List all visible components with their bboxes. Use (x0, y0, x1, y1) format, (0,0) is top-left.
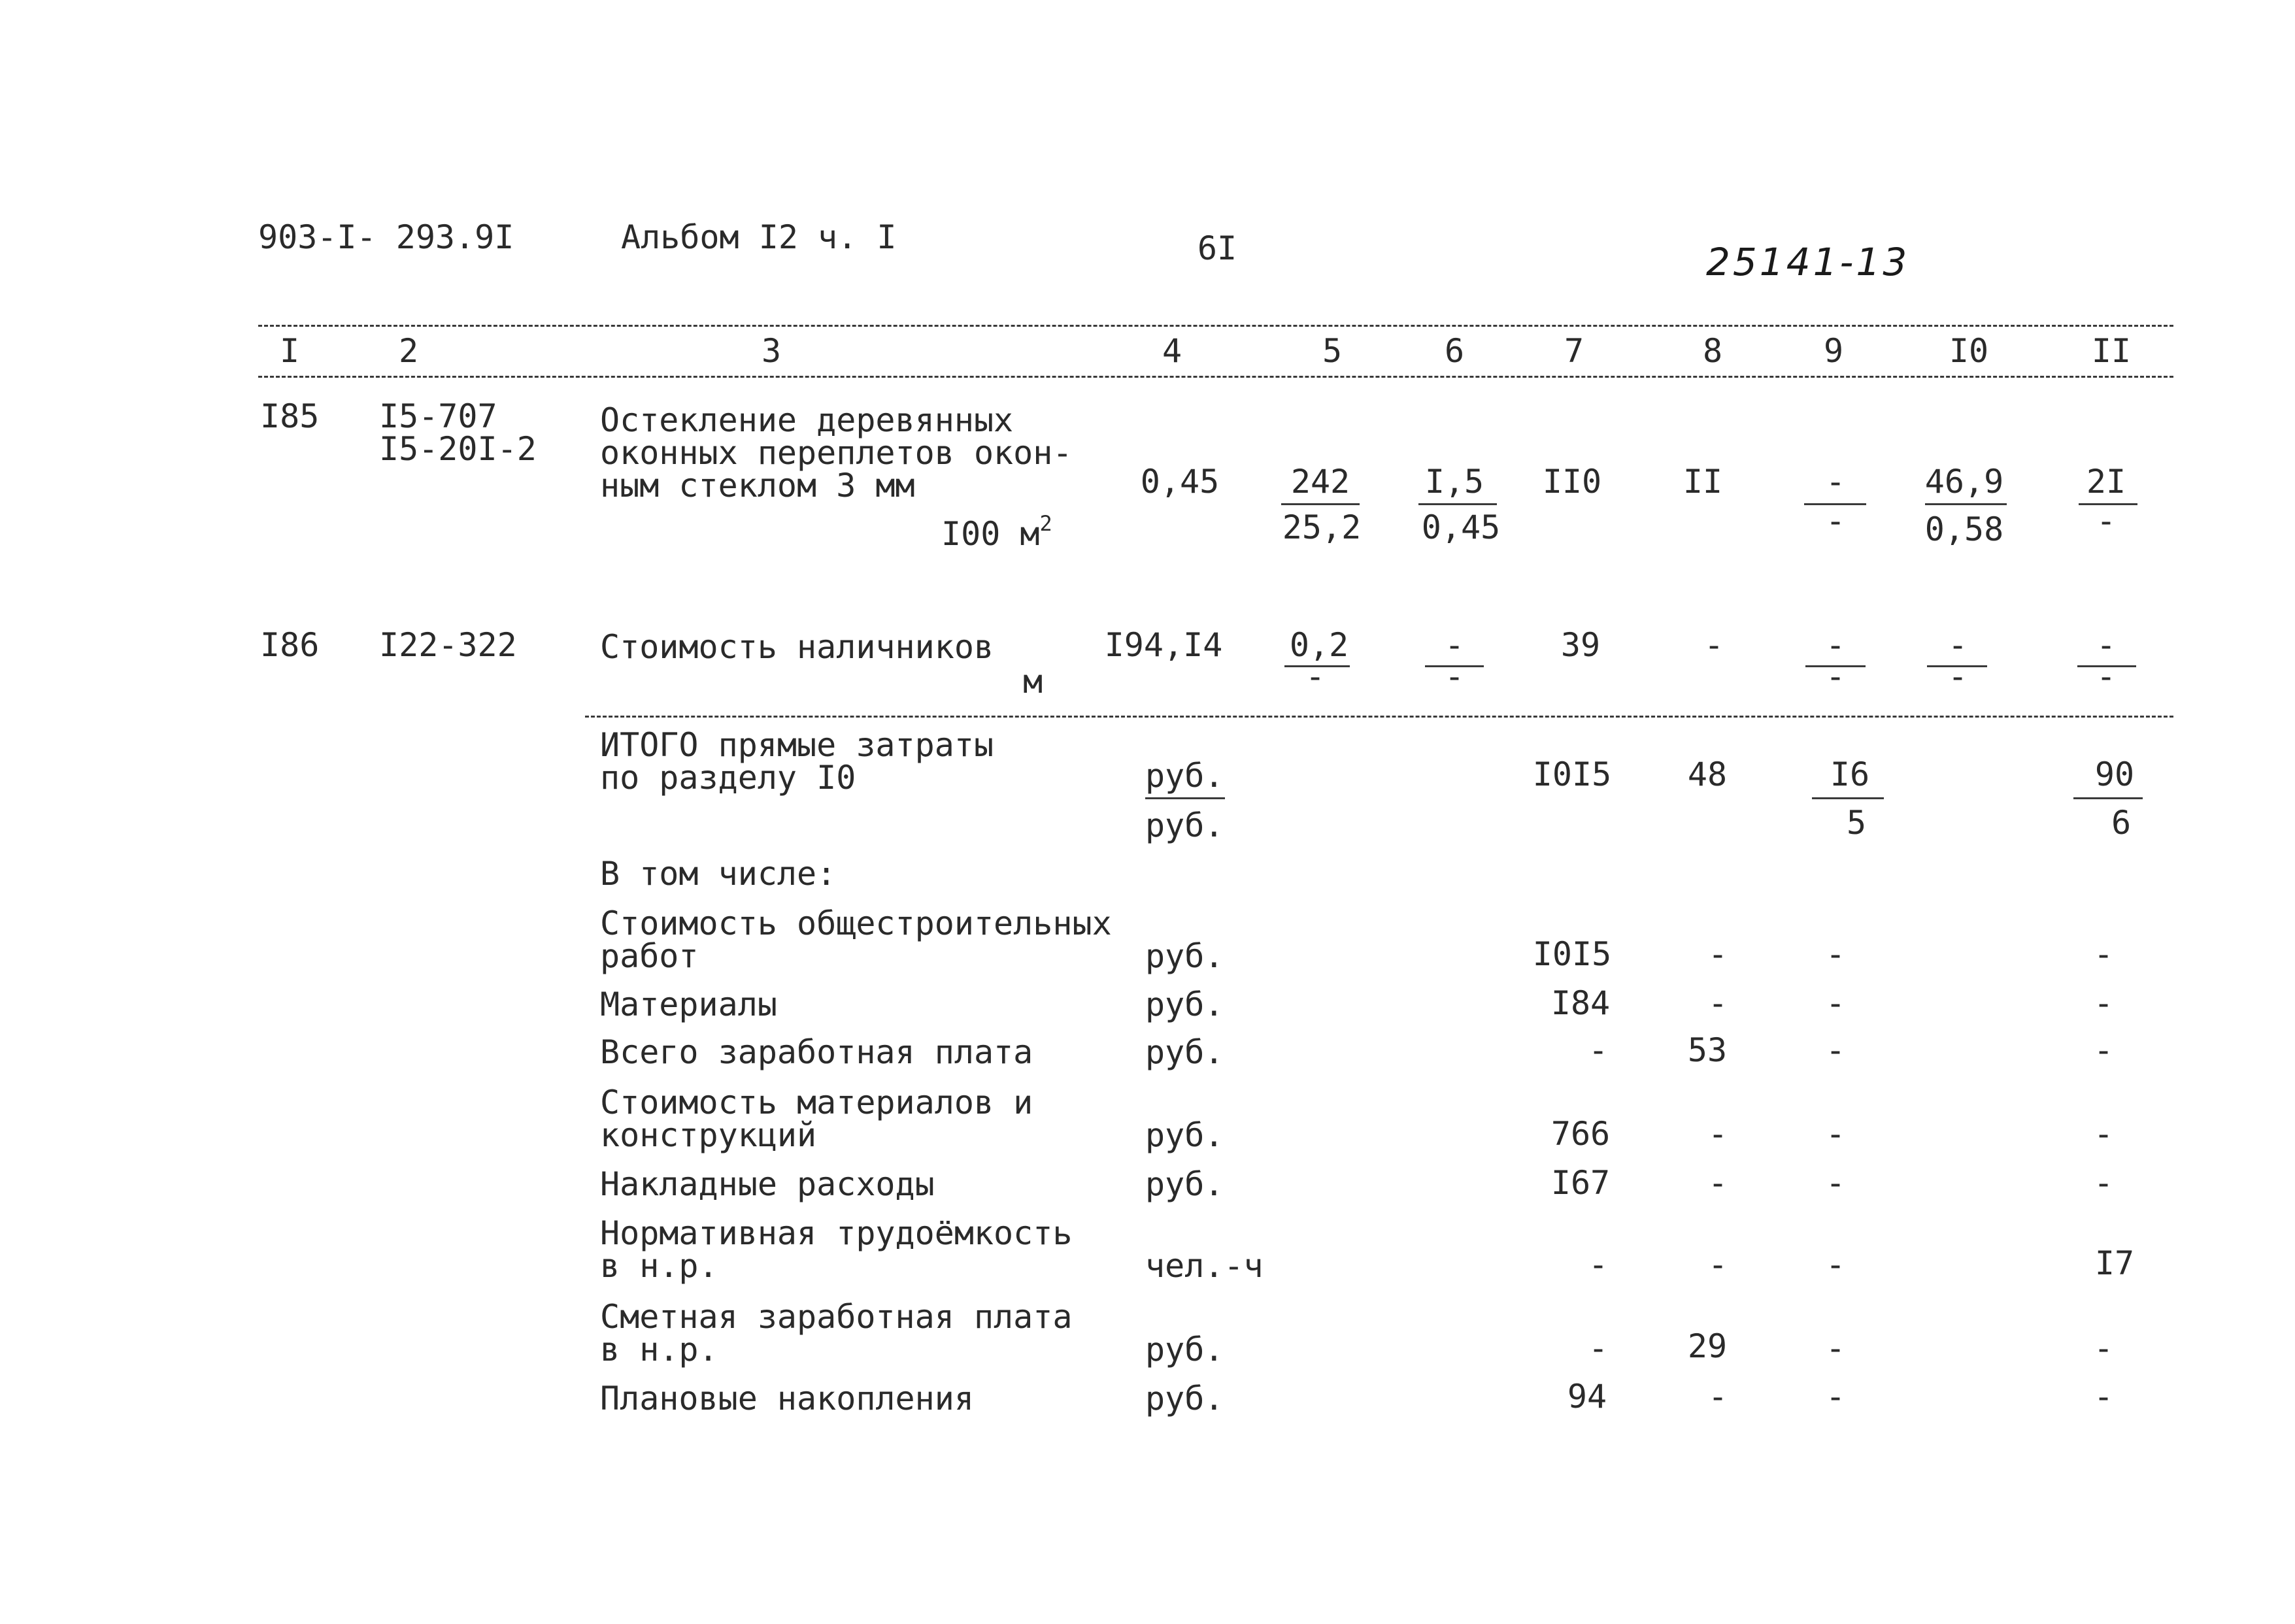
album-label: Альбом I2 ч. I (621, 218, 897, 256)
cell-col8: - (1703, 626, 1724, 664)
breakdown-col8: - (1707, 1246, 1728, 1284)
breakdown-col11: - (2093, 1115, 2114, 1153)
breakdown-label: Стоимость общестроительных (600, 904, 1112, 942)
breakdown-label: Стоимость материалов и (600, 1084, 1033, 1121)
breakdown-label: Материалы (600, 986, 777, 1023)
cell-col9-top: - (1825, 626, 1846, 664)
totals-col9-top: I6 (1830, 755, 1870, 793)
breakdown-col8: 53 (1687, 1031, 1728, 1069)
breakdown-col11: - (2093, 1378, 2114, 1416)
cell-col6-top: I,5 (1424, 463, 1484, 501)
quantity: I94,I4 (1104, 626, 1223, 664)
breakdown-col8: - (1707, 1115, 1728, 1153)
cell-col7: II0 (1542, 463, 1602, 501)
row-number: I85 (260, 397, 320, 435)
breakdown-col9: - (1825, 984, 1846, 1022)
col-header-6: 6 (1444, 332, 1465, 370)
fraction-line (1145, 797, 1225, 799)
breakdown-col11: - (2093, 1031, 2114, 1069)
cell-col11-top: - (2096, 626, 2117, 664)
breakdown-col8: - (1707, 1164, 1728, 1202)
breakdown-unit: руб. (1145, 1380, 1224, 1417)
work-description: оконных переплетов окон- (600, 434, 1073, 472)
col-header-2: 2 (398, 332, 419, 370)
cell-col5-bottom: - (1305, 657, 1326, 695)
inventory-stamp: 25141-13 (1706, 240, 1910, 284)
breakdown-label: в н.р. (600, 1331, 718, 1368)
col-header-10: I0 (1949, 332, 1989, 370)
cell-col6-bottom: - (1444, 657, 1465, 695)
cell-col5-bottom: 25,2 (1282, 508, 1362, 546)
breakdown-col9: - (1825, 1115, 1846, 1153)
fraction-line (2073, 797, 2143, 799)
col-header-5: 5 (1322, 332, 1343, 370)
fraction-line (1281, 503, 1360, 505)
breakdown-unit: руб. (1145, 1033, 1224, 1071)
breakdown-col8: - (1707, 1378, 1728, 1416)
cell-col6-bottom: 0,45 (1421, 508, 1501, 546)
col-header-1: I (279, 332, 300, 370)
cell-col9-bottom: - (1825, 657, 1846, 695)
fraction-line (1812, 797, 1884, 799)
quantity: 0,45 (1140, 463, 1220, 501)
breakdown-label: в н.р. (600, 1247, 718, 1285)
breakdown-col9: - (1825, 1329, 1846, 1367)
totals-col9-bottom: 5 (1846, 804, 1867, 842)
cell-col5-top: 0,2 (1289, 626, 1349, 664)
breakdown-col11: - (2093, 935, 2114, 973)
cell-col10-top: 46,9 (1924, 463, 2004, 501)
breakdown-col9: - (1825, 1031, 1846, 1069)
breakdown-unit: руб. (1145, 937, 1224, 975)
work-description: Остекление деревянных (600, 401, 1014, 439)
col-header-9: 9 (1823, 332, 1844, 370)
cell-col10-bottom: - (1947, 657, 1968, 695)
col-header-3: 3 (761, 332, 782, 370)
breakdown-col9: - (1825, 1378, 1846, 1416)
work-description: ным стеклом 3 мм (600, 467, 915, 505)
unit-of-measure: I00 $м^2$ (941, 511, 1052, 553)
breakdown-col8: - (1707, 984, 1728, 1022)
totals-unit: руб. (1145, 757, 1224, 795)
totals-col8: 48 (1687, 755, 1728, 793)
fraction-line (1418, 503, 1497, 505)
breakdown-col11: - (2093, 1329, 2114, 1367)
header-top-rule (258, 325, 2173, 327)
breakdown-col7: - (1588, 1246, 1609, 1284)
totals-col7: I0I5 (1532, 755, 1612, 793)
breakdown-label: работ (600, 937, 699, 975)
col-header-7: 7 (1564, 332, 1584, 370)
cell-col6-top: - (1444, 626, 1465, 664)
breakdown-unit: руб. (1145, 1331, 1224, 1368)
breakdown-unit: руб. (1145, 1116, 1224, 1154)
row-number: I86 (260, 626, 320, 664)
breakdown-col11: - (2093, 984, 2114, 1022)
norm-code: I5-707 (379, 397, 497, 435)
breakdown-col9: - (1825, 1246, 1846, 1284)
unit-of-measure: м (1023, 663, 1043, 701)
cell-col11-top: 2I (2086, 463, 2126, 501)
cell-col11-bottom: - (2096, 502, 2117, 540)
col-header-11: II (2091, 332, 2132, 370)
totals-separator (585, 716, 2173, 718)
work-description: Стоимость наличников (600, 628, 994, 666)
page-number: 6I (1197, 229, 1237, 267)
breakdown-label: Всего заработная плата (600, 1033, 1033, 1071)
breakdown-label: Накладные расходы (600, 1165, 935, 1203)
cell-col10-bottom: 0,58 (1924, 510, 2004, 548)
cell-col11-bottom: - (2096, 657, 2117, 695)
fraction-line (1925, 503, 2007, 505)
cell-col8: II (1683, 463, 1723, 501)
cell-col5-top: 242 (1290, 463, 1350, 501)
totals-label: ИТОГО прямые затраты (600, 726, 994, 764)
breakdown-col11: - (2093, 1164, 2114, 1202)
breakdown-col7: I67 (1550, 1164, 1611, 1202)
breakdown-label: Нормативная трудоёмкость (600, 1214, 1073, 1252)
col-header-4: 4 (1162, 332, 1182, 370)
breakdown-unit: руб. (1145, 1165, 1224, 1203)
norm-code: I5-20I-2 (379, 430, 537, 468)
breakdown-col9: - (1825, 935, 1846, 973)
including-label: В том числе: (600, 855, 837, 893)
breakdown-unit: чел.-ч (1145, 1247, 1264, 1285)
breakdown-col8: 29 (1687, 1327, 1728, 1365)
totals-unit: руб. (1145, 806, 1224, 844)
breakdown-col7: - (1588, 1031, 1609, 1069)
cell-col7: 39 (1560, 626, 1601, 664)
header-bottom-rule (258, 376, 2173, 378)
breakdown-label: Сметная заработная плата (600, 1298, 1073, 1336)
totals-col11-top: 90 (2094, 755, 2135, 793)
breakdown-col7: I0I5 (1532, 935, 1612, 973)
breakdown-col8: - (1707, 935, 1728, 973)
cell-col9-bottom: - (1825, 502, 1846, 540)
breakdown-label: конструкций (600, 1116, 817, 1154)
totals-label: по разделу I0 (600, 759, 856, 797)
breakdown-col9: - (1825, 1164, 1846, 1202)
cell-col9-top: - (1825, 463, 1846, 501)
breakdown-unit: руб. (1145, 986, 1224, 1023)
document-code: 903-I- 293.9I (258, 218, 514, 256)
col-header-8: 8 (1702, 332, 1723, 370)
cell-col10-top: - (1947, 626, 1968, 664)
breakdown-col7: 766 (1550, 1115, 1611, 1153)
totals-col11-bottom: 6 (2111, 804, 2132, 842)
breakdown-label: Плановые накопления (600, 1380, 974, 1417)
breakdown-col7: I84 (1550, 984, 1611, 1022)
breakdown-col7: 94 (1567, 1378, 1607, 1416)
norm-code: I22-322 (379, 626, 517, 664)
breakdown-col7: - (1588, 1329, 1609, 1367)
breakdown-col11: I7 (2094, 1244, 2135, 1282)
